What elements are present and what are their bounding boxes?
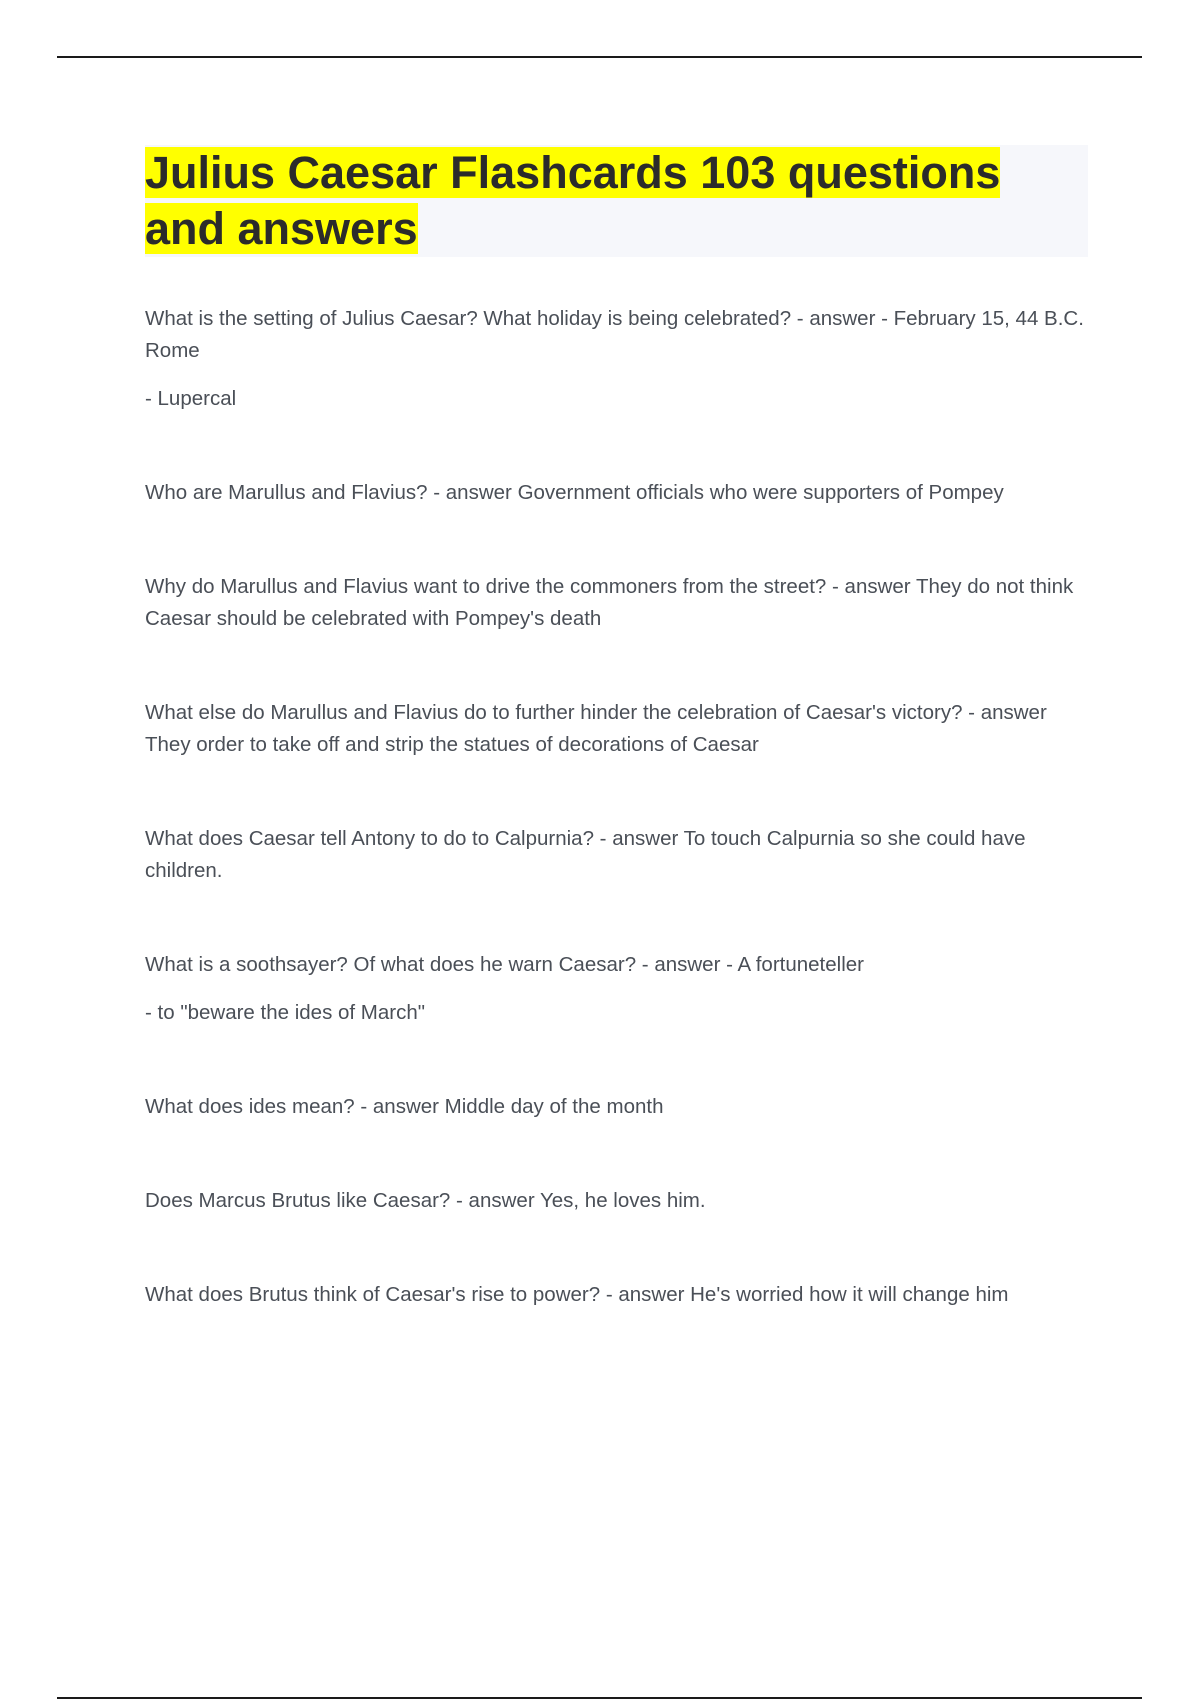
title-highlight: Julius Caesar Flashcards 103 questions and answers: [145, 147, 1001, 254]
flashcard-text: What is the setting of Julius Caesar? What holiday is being celebrated? - answer - February 15, 44 B.C. Rome: [145, 307, 1084, 362]
flashcard-9: [145, 1279, 1090, 1311]
top-rule: [57, 56, 1142, 58]
flashcard-6: [145, 949, 1090, 1029]
flashcard-4: [145, 697, 1090, 761]
flashcard-text: Does Marcus Brutus like Caesar? - answer Yes, he loves him.: [145, 1189, 706, 1212]
flashcard-text: What does Caesar tell Antony to do to Calpurnia? - answer To touch Calpurnia so she could have children.: [145, 827, 1026, 882]
flashcard-list: [145, 303, 1090, 1311]
flashcard-text: What does Brutus think of Caesar's rise to power? - answer He's worried how it will change him: [145, 1283, 1009, 1306]
document-title: [145, 145, 1088, 257]
flashcard-8: [145, 1185, 1090, 1217]
bottom-rule: [57, 1697, 1142, 1699]
flashcard-text: What else do Marullus and Flavius do to further hinder the celebration of Caesar's victory? - answer They order to take off and strip the statues of decorations of Caesar: [145, 701, 1047, 756]
flashcard-1: [145, 303, 1090, 415]
flashcard-5: [145, 823, 1090, 887]
flashcard-subanswer: - Lupercal: [145, 387, 237, 410]
flashcard-3: [145, 571, 1090, 635]
flashcard-text: Who are Marullus and Flavius? - answer Government officials who were supporters of Pompey: [145, 481, 1004, 504]
flashcard-2: [145, 477, 1090, 509]
flashcard-text: What is a soothsayer? Of what does he warn Caesar? - answer - A fortuneteller: [145, 953, 864, 976]
flashcard-7: [145, 1091, 1090, 1123]
flashcard-text: Why do Marullus and Flavius want to drive the commoners from the street? - answer They do not think Caesar should be celebrated with Pompey's death: [145, 575, 1074, 630]
flashcard-subanswer: - to "beware the ides of March": [145, 1001, 426, 1024]
flashcard-text: What does ides mean? - answer Middle day of the month: [145, 1095, 664, 1118]
